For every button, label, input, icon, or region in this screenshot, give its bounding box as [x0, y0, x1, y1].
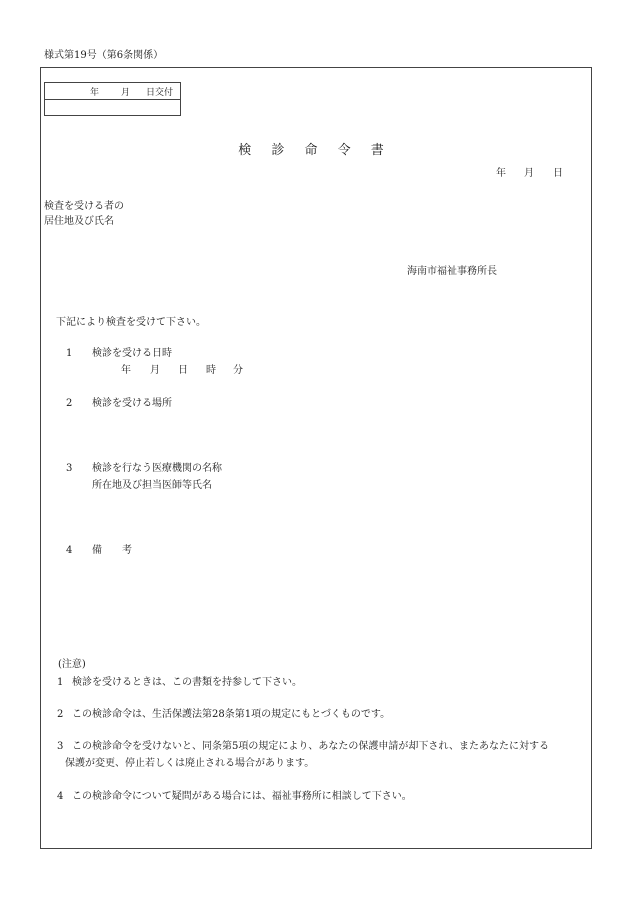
- document-day-unit: 日: [553, 168, 563, 179]
- note-continuation: 保護が変更、停止若しくは廃止される場合があります。: [65, 758, 315, 769]
- exam-minute-unit: 分: [233, 365, 243, 376]
- issue-day-unit: 日交付: [146, 88, 174, 98]
- item-number: 1: [66, 348, 73, 359]
- document-month-unit: 月: [524, 168, 534, 179]
- recipient-label-line1: 検査を受ける者の: [44, 201, 124, 212]
- note-number: 2: [57, 709, 64, 720]
- issue-box-divider: [45, 99, 180, 100]
- item-number: 3: [66, 463, 73, 474]
- document-date: [496, 168, 566, 182]
- exam-day-unit: 日: [178, 365, 188, 376]
- document-year-unit: 年: [496, 168, 506, 179]
- note-text: この検診命令は、生活保護法第28条第1項の規定にもとづくものです。: [72, 709, 391, 720]
- item-label: 検診を受ける場所: [92, 398, 172, 409]
- item-number: 4: [66, 545, 73, 556]
- form-number: 様式第19号（第6条関係）: [44, 50, 164, 61]
- issue-date-box: [44, 82, 181, 116]
- item-sublabel: 所在地及び担当医師等氏名: [92, 480, 212, 491]
- issue-year-unit: 年: [90, 88, 100, 98]
- exam-hour-unit: 時: [206, 365, 216, 376]
- note-text: この検診命令を受けないと、同条第5項の規定により、あなたの保護申請が却下され、またあなたに対する: [72, 741, 549, 752]
- instruction-text: 下記により検査を受けて下さい。: [56, 317, 206, 328]
- exam-month-unit: 月: [150, 365, 160, 376]
- notes-heading: (注意): [58, 659, 86, 670]
- issuer-name: 海南市福祉事務所長: [407, 266, 497, 277]
- recipient-label-line2: 居住地及び氏名: [44, 216, 114, 227]
- note-number: 1: [57, 677, 64, 688]
- item-number: 2: [66, 398, 73, 409]
- exam-year-unit: 年: [121, 365, 131, 376]
- issue-month-unit: 月: [121, 88, 131, 98]
- note-text: 検診を受けるときは、この書類を持参して下さい。: [72, 677, 302, 688]
- item-label: 検診を行なう医療機関の名称: [92, 463, 222, 474]
- document-frame: [40, 67, 592, 849]
- note-number: 4: [57, 791, 64, 802]
- item-label: 検診を受ける日時: [92, 348, 172, 359]
- document-title: 検 診 命 令 書: [238, 143, 392, 158]
- item-label: 備 考: [92, 545, 132, 556]
- note-number: 3: [57, 741, 64, 752]
- note-text: この検診命令について疑問がある場合には、福祉事務所に相談して下さい。: [72, 791, 412, 802]
